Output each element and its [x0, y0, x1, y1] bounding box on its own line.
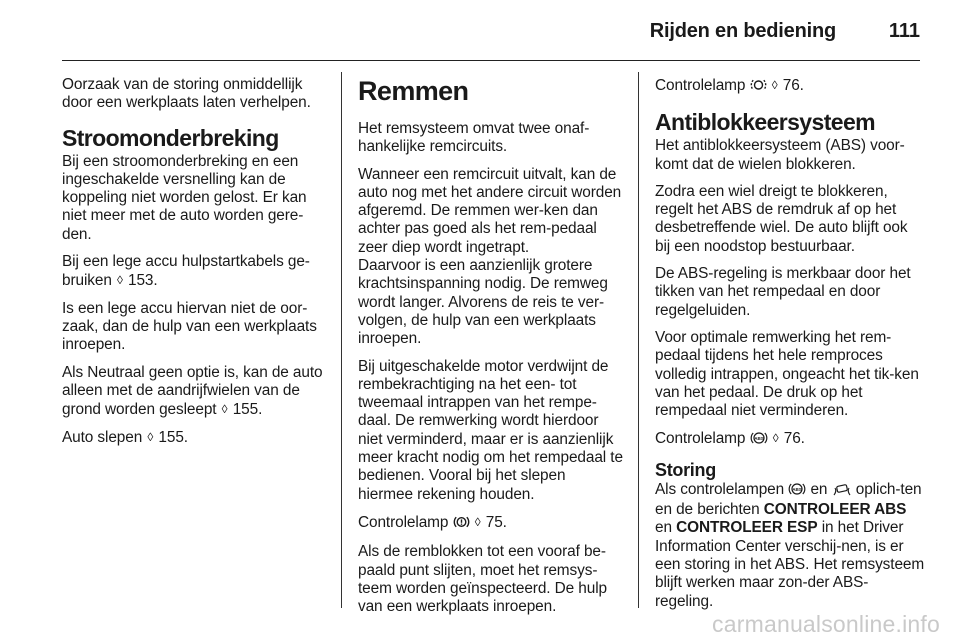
page-reference[interactable]: 153. — [128, 272, 158, 290]
abs-warning-icon — [788, 482, 806, 501]
abs-warning-icon — [750, 431, 768, 450]
paragraph: Is een lege accu hiervan niet de oor-zaak, dan de hulp van een werkplaats inroepen. — [62, 299, 317, 354]
page-ref-icon: ◊ — [116, 273, 123, 288]
watermark: carmanualsonline.info — [712, 611, 940, 637]
page-ref-icon: ◊ — [474, 514, 481, 529]
paragraph-text: Controlelamp — [655, 77, 746, 94]
paragraph-text: oplich-ten en de berichten — [655, 480, 922, 519]
paragraph-text: Auto slepen — [62, 429, 143, 447]
paragraph-text: Als Neutraal geen optie is, kan de auto alleen met de aandrijfwielen van de grond worden gesleept — [62, 363, 323, 419]
intro-paragraph: Oorzaak van de storing onmiddellijk door een werkplaats laten verhelpen. — [62, 76, 311, 112]
column-left — [62, 76, 330, 457]
paragraph — [655, 76, 925, 97]
paragraph: Zodra een wiel dreigt te blokkeren, regelt het ABS de remdruk af op het desbetreffende wiel. De auto blijft ook bij een noodstop bestuurbaar. — [655, 182, 908, 255]
page-reference[interactable]: 75. — [485, 513, 507, 531]
page-ref-icon: ◊ — [771, 78, 778, 92]
svg-text:ABS: ABS — [792, 486, 802, 492]
paragraph: Voor optimale remwerking het rem-pedaal tijdens het hele remproces volledig intrappen, ongeacht het tik-ken van het pedaal. De druk op het rempedaal niet verminderen. — [655, 328, 919, 420]
paragraph — [655, 481, 925, 611]
paragraph: Het antiblokkeersysteem (ABS) voor-komt dat de wielen blokkeren. — [655, 137, 905, 173]
paragraph-text: Controlelamp — [358, 513, 449, 531]
paragraph — [358, 513, 624, 534]
message-controleer-abs: CONTROLEER ABS — [763, 501, 907, 519]
brake-warning-icon — [453, 515, 470, 534]
paragraph: De ABS-regeling is merkbaar door het tikken van het rempedaal en door regelgeluiden. — [655, 265, 911, 319]
brake-pad-wear-icon — [750, 78, 767, 97]
column-divider — [638, 72, 639, 608]
paragraph-text: in het Driver Information Center verschij-nen, is er een storing in het ABS. Het remsysteem blijft werken maar zon-der ABS-regeling. — [655, 519, 925, 610]
paragraph-text: Controlelamp — [655, 430, 746, 448]
paragraph: Bij een stroomonderbreking en een ingeschakelde versnelling kan de koppeling niet worden gelost. Er kan niet meer met de auto worden gere-den. — [62, 152, 307, 243]
section-heading-remmen: Remmen — [358, 76, 469, 106]
message-controleer-esp: CONTROLEER ESP — [676, 519, 818, 537]
section-heading-antiblokkeersysteem: Antiblokkeersysteem — [655, 109, 875, 136]
paragraph-text: en — [810, 480, 828, 498]
paragraph-text: Bij een lege accu hulpstartkabels ge-bruiken — [62, 253, 310, 290]
paragraph — [655, 429, 925, 450]
page-ref-icon: ◊ — [147, 430, 154, 445]
paragraph-text: en — [655, 519, 672, 537]
page-reference[interactable]: 76. — [782, 77, 804, 94]
column-divider — [341, 72, 342, 608]
paragraph: Het remsysteem omvat twee onaf-hankelijke remcircuits. — [358, 120, 590, 156]
page-reference[interactable]: 76. — [783, 430, 805, 448]
column-middle — [358, 76, 624, 625]
svg-text:ABS: ABS — [753, 436, 764, 442]
paragraph: Als de remblokken tot een vooraf be-paald punt slijten, moet het remsys-teem worden geïnspecteerd. De hulp van een werkplaats inroepen. — [358, 543, 607, 616]
page-ref-icon: ◊ — [221, 402, 228, 417]
paragraph — [62, 253, 330, 291]
section-heading-stroomonderbreking: Stroomonderbreking — [62, 124, 279, 151]
paragraph — [62, 364, 330, 420]
page-reference[interactable]: 155. — [232, 401, 263, 419]
page-number: 111 — [888, 20, 920, 42]
esp-skid-icon — [832, 482, 852, 501]
paragraph — [62, 428, 330, 447]
paragraph: Wanneer een remcircuit uitvalt, kan de auto nog met het andere circuit worden afgeremd. De remmen wer-ken dan achter pas goed als het rem-pedaal zeer diep wordt ingetrapt. — [358, 165, 622, 256]
paragraph-text: Als controlelampen — [655, 480, 785, 498]
header-divider — [62, 60, 920, 61]
subheading-storing: Storing — [655, 459, 716, 480]
paragraph: Bij uitgeschakelde motor verdwijnt de rembekrachtiging na het een- tot tweemaal intrappen van het rempe-daal. De remwerking wordt hierdoor niet verminderd, maar er is aanzienlijk meer kracht nodig om het rempedaal te bedienen. Vooral bij het slepen hiermee rekening houden. — [358, 357, 623, 503]
column-right — [655, 76, 925, 620]
page-reference[interactable]: 155. — [158, 429, 188, 447]
page-ref-icon: ◊ — [772, 431, 779, 446]
page-header-title: Rijden en bediening — [649, 20, 836, 42]
paragraph: Daarvoor is een aanzienlijk grotere krachtsinspanning nodig. De remweg wordt langer. Alvorens de reis te ver-volgen, de hulp van een werkplaats inroepen. — [358, 257, 608, 348]
